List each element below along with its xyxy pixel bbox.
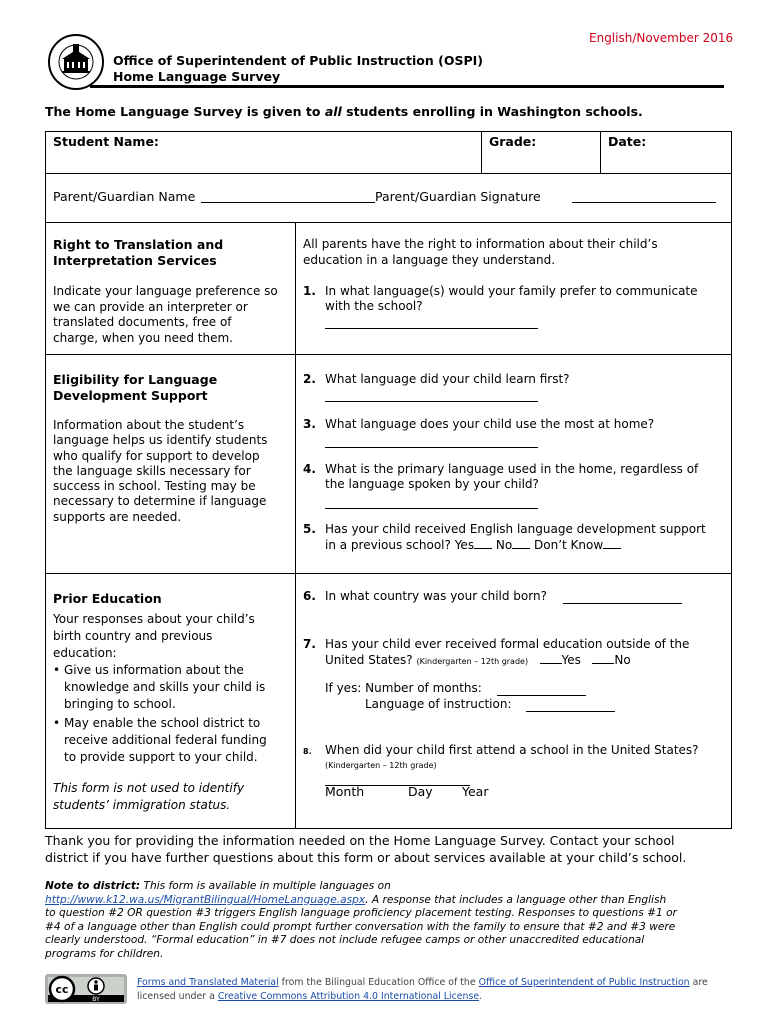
prior-body: Your responses about your child’s birth country and previous education: (53, 612, 255, 660)
question-2: 2. What language did your child learn first? (303, 372, 570, 386)
q5-no-field[interactable] (512, 537, 530, 549)
question-8: 8. When did your child first attend a school in the United States? (Kindergarten – 12th grade) (303, 743, 699, 770)
translation-body: Indicate your language preference so we can provide an interpreter or translated documents, free of charge, when you need them. (53, 284, 278, 345)
date-label: Date: (608, 134, 647, 149)
org-name: Office of Superintendent of Public Instruction (OSPI) (113, 53, 483, 68)
parent-signature-label: Parent/Guardian Signature (375, 189, 541, 204)
question-7: 7. Has your child ever received formal education outside of the United States? (Kindergarten – 12th grade) Yes No (303, 637, 690, 667)
q1-answer-field[interactable] (325, 317, 538, 329)
day-label: Day (408, 784, 433, 799)
prior-heading: Prior Education (53, 591, 162, 606)
by-text: BY (92, 996, 100, 1003)
q6-answer-field[interactable] (563, 592, 682, 604)
ospi-link[interactable]: Office of Superintendent of Public Instruction (478, 977, 690, 988)
grade-label: Grade: (489, 134, 537, 149)
translation-heading: Right to Translation and Interpretation Services (53, 237, 224, 268)
question-5: 5. Has your child received English language development support in a previous school? Yes No Don’t Know (303, 522, 706, 552)
question-1: 1. In what language(s) would your family prefer to communicate with the school? (303, 284, 698, 313)
q7-yes-field[interactable] (540, 652, 562, 664)
version-label: English/November 2016 (589, 31, 734, 45)
parent-name-label: Parent/Guardian Name (53, 189, 196, 204)
translation-right-text: All parents have the right to information about their child’s education in a language they understand. (303, 237, 658, 267)
year-label: Year (462, 784, 489, 799)
form-title: Home Language Survey (113, 69, 281, 84)
month-label: Month (325, 784, 365, 799)
prior-bullet-1: • Give us information about the knowledge and skills your child is bringing to school. (53, 663, 266, 711)
intro-text: The Home Language Survey is given to all students enrolling in Washington schools. (45, 104, 643, 119)
prior-bullet-2: • May enable the school district to receive additional federal funding to provide support to your child. (53, 716, 267, 764)
district-note: Note to district: This form is available in multiple languages on http://www.k12.wa.us/MigrantBilingual/HomeLanguage.aspx. A response that includes a language other than English to question #2 OR question #3 triggers English language proficiency placement testing. Responses to questions #1 or #4 of a language other than English could prompt further conversation with the family to ensure that #2 and #3 were clearly understood. “Formal education” in #7 does not include refugee camps or other unaccredited educational programs for children. (45, 880, 677, 960)
q7-no-field[interactable] (592, 652, 614, 664)
q7-language-label: Language of instruction: (365, 697, 512, 711)
question-6: 6. In what country was your child born? (303, 589, 547, 603)
q7-months-label: If yes: Number of months: (325, 681, 482, 695)
parent-signature-field[interactable] (572, 191, 716, 203)
immigration-note: This form is not used to identify students’ immigration status. (53, 781, 245, 812)
question-3: 3. What language does your child use the most at home? (303, 417, 655, 431)
q7-language-field[interactable] (526, 700, 615, 712)
q4-answer-field[interactable] (325, 497, 538, 509)
q3-answer-field[interactable] (325, 436, 538, 448)
forms-link[interactable]: Forms and Translated Material (137, 977, 279, 988)
eligibility-heading: Eligibility for Language Development Support (53, 372, 218, 403)
ospi-seal-icon (47, 33, 105, 91)
eligibility-body: Information about the student’s language helps us identify students who qualify for support to develop the language skills necessary for success in school. Testing may be necessary to determine if language supports are needed. (53, 418, 268, 524)
home-language-link[interactable]: http://www.k12.wa.us/MigrantBilingual/HomeLanguage.aspx (45, 893, 366, 906)
header-rule (90, 85, 724, 88)
q7-months-field[interactable] (497, 684, 586, 696)
q5-yes-field[interactable] (474, 537, 492, 549)
cc-license-link[interactable]: Creative Commons Attribution 4.0 International License (217, 991, 480, 1002)
q2-answer-field[interactable] (325, 390, 538, 402)
thanks-text: Thank you for providing the information needed on the Home Language Survey. Contact your school district if you have further questions about this form or about services available at your child’s school. (45, 833, 687, 865)
student-name-label: Student Name: (53, 134, 159, 149)
footer-license: Forms and Translated Material from the Bilingual Education Office of the Office of Superintendent of Public Instruction are licensed under a Creative Commons Attribution 4.0 International License. (137, 977, 708, 1002)
cc-license-badge-icon (45, 974, 127, 1004)
parent-name-field[interactable] (201, 191, 375, 203)
cc-text: cc (55, 983, 69, 996)
question-4: 4. What is the primary language used in the home, regardless of the language spoken by your child? (303, 462, 699, 491)
q5-dont-know-field[interactable] (603, 537, 621, 549)
